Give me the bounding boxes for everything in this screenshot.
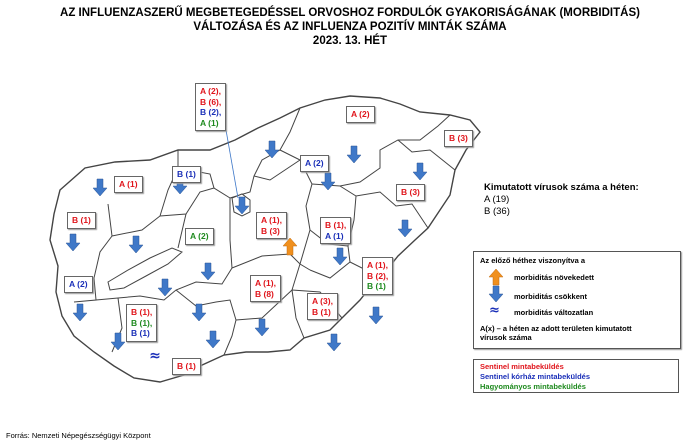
- sample-text: A (2): [190, 231, 209, 241]
- sample-text: B (1),: [325, 220, 347, 230]
- title-line-3: 2023. 13. HÉT: [312, 35, 388, 47]
- sample-text: B (1): [177, 361, 196, 371]
- legend-traditional: Hagyományos mintabeküldés: [480, 382, 586, 391]
- sample-text: A (1),: [261, 215, 282, 225]
- sample-text: B (3): [401, 187, 420, 197]
- sample-text: B (1),: [131, 307, 153, 317]
- sample-text: B (1): [312, 306, 331, 317]
- country-outline: [50, 96, 480, 382]
- legend-note-2: vírusok száma: [480, 333, 532, 342]
- label-szabolcs: [444, 130, 473, 147]
- legend-decrease: morbiditás csökkent: [514, 292, 587, 301]
- sample-text: B (1): [177, 169, 196, 179]
- summary-b-count: B (36): [484, 206, 510, 217]
- sample-text: A (2): [351, 109, 370, 119]
- label-jasz: [362, 257, 393, 295]
- legend-increase: morbiditás növekedett: [514, 273, 595, 282]
- label-heves: [320, 217, 351, 244]
- sample-text: B (1),: [131, 317, 153, 328]
- summary-heading: Kimutatott vírusok száma a héten:: [484, 182, 639, 193]
- legend-note-1: A(x) – a héten az adott területen kimutatott: [480, 324, 632, 333]
- approx-icon: ≈: [489, 303, 500, 318]
- sample-text: B (3): [449, 133, 468, 143]
- arrow-down-icon: [488, 285, 504, 303]
- source-note: Forrás: Nemzeti Népegészségügyi Központ: [6, 431, 151, 440]
- label-nograd: [300, 155, 329, 172]
- sample-text: B (2),: [200, 107, 222, 117]
- unchanged-icon-baranya: ≈: [149, 348, 161, 364]
- virus-summary: [484, 182, 639, 218]
- legend-unchanged: morbiditás változatlan: [514, 308, 594, 317]
- sample-text: A (1),: [255, 278, 276, 288]
- sample-text: A (1): [119, 179, 138, 189]
- sample-text: B (1): [72, 215, 91, 225]
- sample-text: B (2),: [367, 270, 389, 281]
- legend-sentinel: Sentinel mintabeküldés: [480, 362, 564, 371]
- label-komarom: [172, 166, 201, 183]
- sample-text: B (3): [261, 225, 280, 236]
- label-hajdu: [396, 184, 425, 201]
- sample-text: A (1): [200, 117, 219, 128]
- trend-legend: [473, 251, 681, 349]
- arrow-csongrad: [327, 334, 341, 351]
- sample-text: A (2): [69, 279, 88, 289]
- sample-text: A (1): [325, 230, 344, 241]
- label-fejer: [185, 228, 214, 245]
- label-somogy: [126, 304, 157, 342]
- label-baranya: [172, 358, 201, 375]
- label-vas: [67, 212, 96, 229]
- legend-heading: Az előző héthez viszonyítva a: [480, 256, 586, 265]
- label-borsod: [346, 106, 375, 123]
- arrow-up-icon: [488, 268, 504, 286]
- label-pest: [256, 212, 287, 239]
- label-zala: [64, 276, 93, 293]
- sample-text: B (1): [367, 281, 386, 291]
- sample-type-legend: [473, 359, 679, 393]
- title-line-1: AZ INFLUENZASZERŰ MEGBETEGEDÉSSEL ORVOSHOZ FORDULÓK GYAKORISÁGÁNAK (MORBIDITÁS): [60, 7, 640, 19]
- sample-text: B (6),: [200, 96, 222, 107]
- sample-text: A (1),: [367, 260, 388, 270]
- legend-hospital: Sentinel kórház mintabeküldés: [480, 372, 591, 381]
- sample-text: A (3),: [312, 296, 333, 306]
- sample-text: A (2),: [200, 86, 221, 96]
- label-bacs: [250, 275, 281, 302]
- label-gyor: [114, 176, 143, 193]
- title-line-2: VÁLTOZÁSA ÉS AZ INFLUENZA POZITÍV MINTÁK SZÁMA: [193, 21, 507, 33]
- sample-text: B (8): [255, 288, 274, 299]
- sample-text: A (2): [305, 158, 324, 168]
- sample-text: B (1): [131, 328, 150, 338]
- arrow-bekes: [369, 307, 383, 324]
- label-budapest: [195, 83, 226, 131]
- summary-a-count: A (19): [484, 194, 510, 205]
- label-csongrad: [307, 293, 338, 320]
